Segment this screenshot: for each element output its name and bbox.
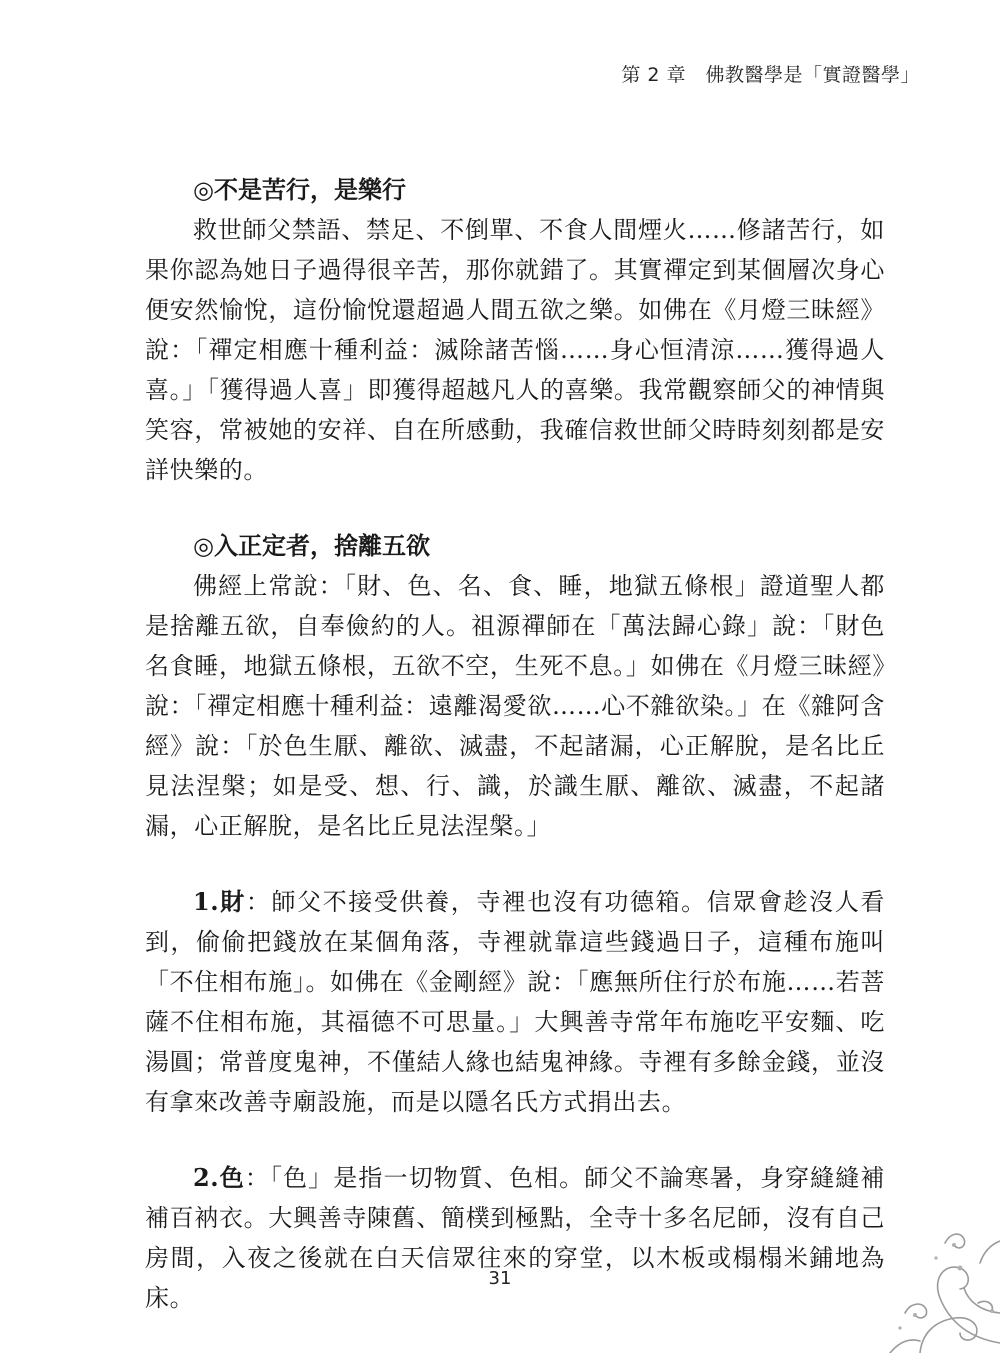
item-text: ：「色」是指一切物質、色相。師父不論寒暑，身穿縫縫補補百衲衣。大興善寺陳舊、簡樸到極點，全寺十多名尼師，沒有自己房間，入夜之後就在白天信眾往來的穿堂，以木板或榻榻米鋪地為床。 [145, 1164, 885, 1312]
item-paragraph [145, 882, 885, 1122]
item-text: ：師父不接受供養，寺裡也沒有功德箱。信眾會趁沒人看到，偷偷把錢放在某個角落，寺裡就靠這些錢過日子，這種布施叫「不住相布施」。如佛在《金剛經》說：「應無所住行於布施……若菩薩不住相布施，其福德不可思量。」大興善寺常年布施吃平安麵、吃湯圓；常普度鬼神，不僅結人緣也結鬼神緣。寺裡有多餘金錢，並沒有拿來改善寺廟設施，而是以隱名氏方式捐出去。 [145, 888, 886, 1116]
item-wealth [145, 882, 885, 1122]
running-header: 第 2 章 佛教醫學是「實證醫學」 [621, 64, 920, 86]
section-not-ascetic [145, 170, 885, 490]
page-body [145, 170, 885, 1354]
section-five-desires [145, 526, 885, 846]
item-paragraph [145, 1158, 885, 1318]
item-lead: 2.色 [193, 1163, 245, 1192]
page-number: 31 [488, 1268, 512, 1289]
item-lead: 1.財 [193, 887, 246, 916]
section-paragraph: 佛經上常說：「財、色、名、食、睡，地獄五條根」證道聖人都是捨離五欲，自奉儉約的人。祖源禪師在「萬法歸心錄」說：「財色名食睡，地獄五條根，五欲不空，生死不息。」如佛在《月燈三昧經》說：「禪定相應十種利益：遠離渴愛欲……心不雜欲染。」在《雜阿含經》說：「於色生厭、離欲、滅盡，不起諸漏，心正解脫，是名比丘見法涅槃；如是受、想、行、識，於識生厭、離欲、滅盡，不起諸漏，心正解脫，是名比丘見法涅槃。」 [145, 572, 885, 840]
section-heading: ◎不是苦行，是樂行 [193, 175, 406, 204]
section-heading: ◎入正定者，捨離五欲 [193, 531, 430, 560]
section-paragraph: 救世師父禁語、禁足、不倒單、不食人間煙火……修諸苦行，如果你認為她日子過得很辛苦，那你就錯了。其實禪定到某個層次身心便安然愉悅，這份愉悅還超過人間五欲之樂。如佛在《月燈三昧經》說：「禪定相應十種利益：滅除諸苦惱……身心恒清涼……獲得過人喜。」「獲得過人喜」即獲得超越凡人的喜樂。我常觀察師父的神情與笑容，常被她的安祥、自在所感動，我確信救世師父時時刻刻都是安詳快樂的。 [145, 216, 885, 484]
floral-ornament-icon [860, 1203, 1000, 1353]
item-form [145, 1158, 885, 1318]
